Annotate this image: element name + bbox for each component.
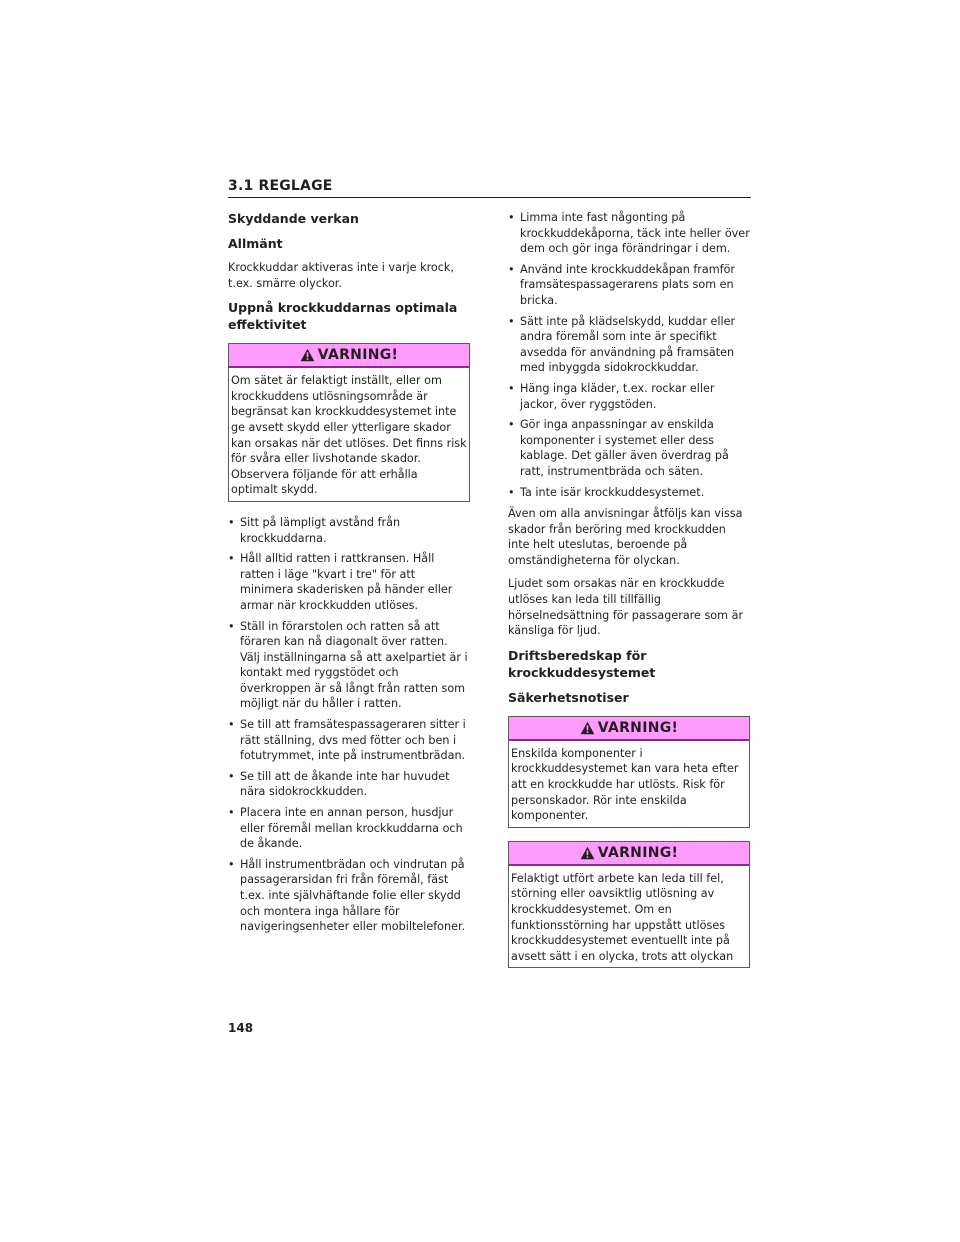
heading-driftsberedskap: Driftsberedskap för krockkuddesystemet xyxy=(508,647,656,680)
bullet-list xyxy=(508,210,750,500)
heading-sakerhetsnotiser: Säkerhetsnotiser xyxy=(508,689,629,705)
list-item: • Använd inte krockkuddekåpan framför framsätespassagerarens plats som en bricka. xyxy=(508,262,750,309)
right-column xyxy=(508,210,750,981)
warning-text: Om sätet är felaktigt inställt, eller om krockkuddens utlösningsområde är begränsat kan krockkuddesystemet inte ge avsett skydd eller ytterligare skador kan orsakas när det utlöses. Det finns risk för svåra eller livshotande skador. Observera följande för att erhålla optimalt skydd. xyxy=(231,374,467,497)
warning-text: Felaktigt utfört arbete kan leda till fel, störning eller oavsiktlig utlösning av krockkuddesystemet. Om en funktionsstörning har uppstått utlöses krockkuddesystemet eventuellt inte på avsett sätt i en olycka, trots att olyckan xyxy=(511,871,734,963)
list-item: • Ställ in förarstolen och ratten så att föraren kan nå diagonalt över ratten. Välj inställningarna så att axelpartiet är i kontakt med ryggstödet och överkroppen är så långt från ratten som möjligt när du håller i ratten. xyxy=(228,619,470,713)
warning-triangle-icon xyxy=(300,348,315,362)
page-number: 148 xyxy=(228,1021,254,1035)
paragraph-allmant: Krockkuddar aktiveras inte i varje krock, t.ex. smärre olyckor. xyxy=(228,261,454,290)
list-item: • Häng inga kläder, t.ex. rockar eller jackor, över ryggstöden. xyxy=(508,381,750,412)
list-item: • Håll alltid ratten i rattkransen. Håll ratten i läge "kvart i tre" för att minimera skaderisken på händer eller armar när krockkudden utlöses. xyxy=(228,551,470,613)
bullet-list xyxy=(228,515,470,935)
warning-header xyxy=(509,842,749,866)
warning-title: VARNING! xyxy=(597,844,679,861)
list-item: • Gör inga anpassningar av enskilda komponenter i systemet eller dess kablage. Det gäller även överdrag på ratt, instrumentbräda och säten. xyxy=(508,417,750,479)
section-header: 3.1 REGLAGE xyxy=(228,178,751,198)
heading-uppna-effektivitet: Uppnå krockkuddarnas optimala effektivitet xyxy=(228,300,458,333)
warning-text: Enskilda komponenter i krockkuddesystemet kan vara heta efter att en krockkudde har utlösts. Risk för personskador. Rör inte enskilda komponenter. xyxy=(511,746,739,823)
warning-header xyxy=(229,344,469,368)
warning-triangle-icon xyxy=(580,846,595,860)
warning-box xyxy=(228,343,470,502)
list-item: • Placera inte en annan person, husdjur eller föremål mellan krockkuddarna och de åkande. xyxy=(228,805,470,852)
heading-skyddande-verkan: Skyddande verkan xyxy=(228,211,359,226)
list-item: • Limma inte fast någonting på krockkuddekåporna, täck inte heller över dem och gör inga förändringar i dem. xyxy=(508,210,750,257)
paragraph-ljudet: Ljudet som orsakas när en krockkudde utlöses kan leda till tillfällig hörselnedsättning för passagerare som är känsliga för ljud. xyxy=(508,577,744,638)
warning-box xyxy=(508,716,750,828)
paragraph-aven: Även om alla anvisningar åtföljs kan vissa skador från beröring med krockkudden inte helt uteslutas, beroende på omständigheterna för olyckan. xyxy=(508,507,743,567)
list-item: • Se till att de åkande inte har huvudet nära sidokrockkudden. xyxy=(228,769,470,800)
warning-header xyxy=(509,717,749,741)
warning-box xyxy=(508,841,750,969)
list-item: • Ta inte isär krockkuddesystemet. xyxy=(508,485,750,501)
heading-allmant: Allmänt xyxy=(228,236,283,251)
warning-title: VARNING! xyxy=(597,719,679,736)
list-item: • Håll instrumentbrädan och vindrutan på passagerarsidan fri från föremål, fäst t.ex. inte självhäftande folie eller skydd och montera inga hållare för navigeringsenheter eller mobiltelefoner. xyxy=(228,857,470,935)
list-item: • Sätt inte på klädselskydd, kuddar eller andra föremål som inte är specifikt avsedda för användning på framsäten med inbyggda sidokrockkuddar. xyxy=(508,314,750,376)
list-item: • Sitt på lämpligt avstånd från krockkuddarna. xyxy=(228,515,470,546)
warning-title: VARNING! xyxy=(317,347,399,364)
left-column xyxy=(228,210,470,941)
list-item: • Se till att framsätespassageraren sitter i rätt ställning, dvs med fötter och ben i fotutrymmet, inte på instrumentbrädan. xyxy=(228,717,470,764)
warning-triangle-icon xyxy=(580,721,595,735)
